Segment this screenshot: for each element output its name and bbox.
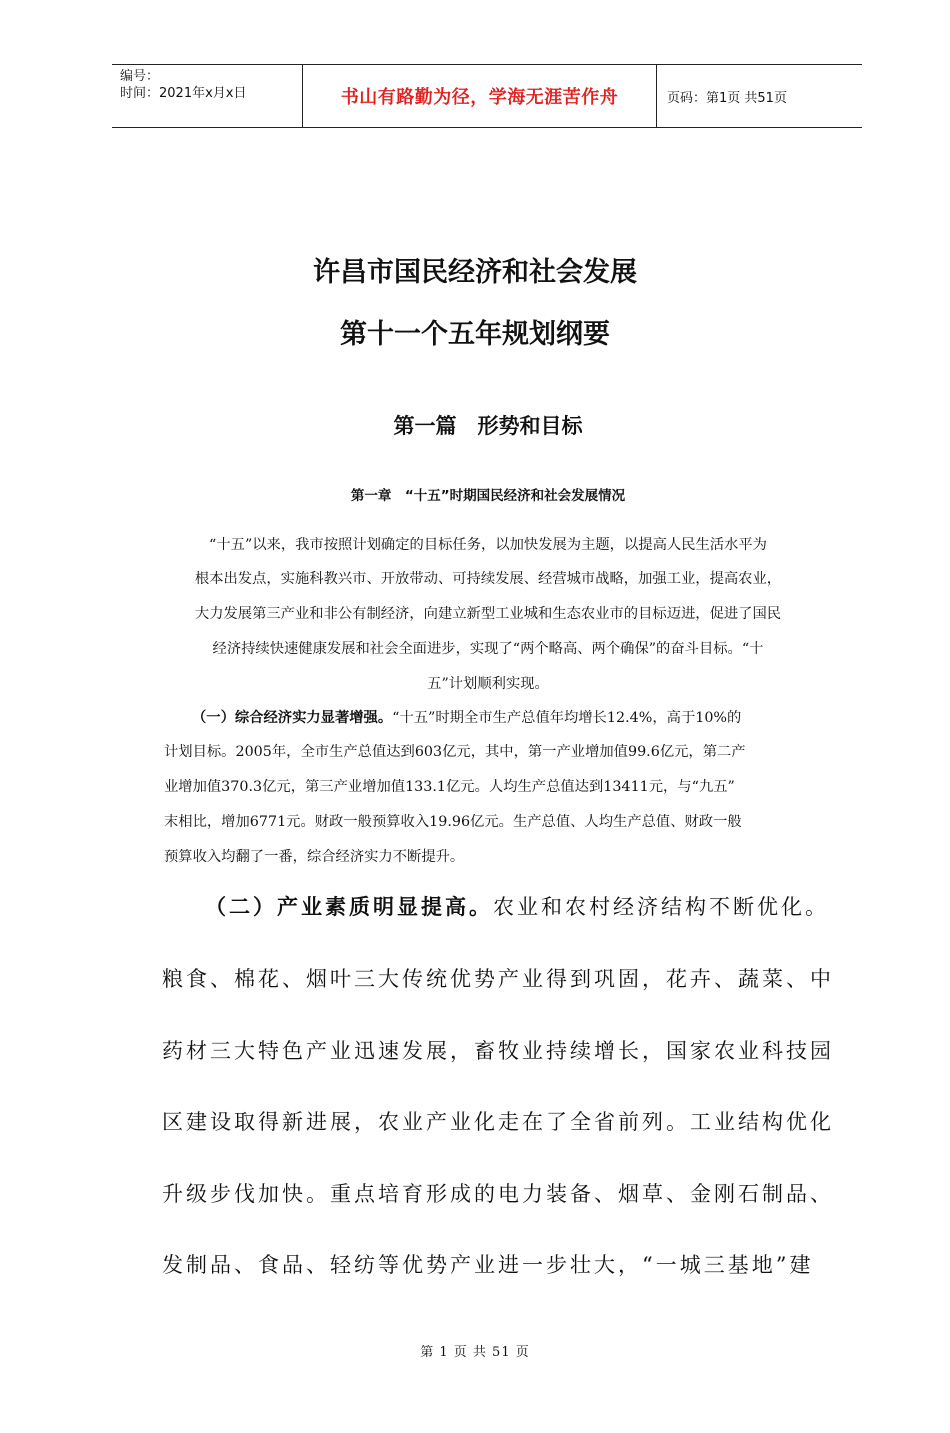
section-2-line: 发制品、食品、轻纺等优势产业进一步壮大，“一城三基地”建: [162, 1253, 814, 1277]
intro-line: 经济持续快速健康发展和社会全面进步，实现了“两个略高、两个确保”的奋斗目标。“十: [212, 641, 764, 657]
intro-line: 大力发展第三产业和非公有制经济，向建立新型工业城和生态农业市的目标迈进，促进了国民: [194, 606, 782, 622]
section-1-line: 计划目标。2005年，全市生产总值达到603亿元，其中，第一产业增加值99.6亿元，第二产: [164, 744, 746, 760]
chapter-heading: 第一章 “十五”时期国民经济和社会发展情况: [350, 488, 626, 504]
section-2-line: 粮食、棉花、烟叶三大传统优势产业得到巩固，花卉、蔬菜、中: [162, 967, 834, 991]
section-2-heading: （二）产业素质明显提高。: [205, 895, 493, 919]
section-2-text: 农业和农村经济结构不断优化。: [493, 895, 829, 919]
header-motto: 书山有路勤为径，学海无涯苦作舟: [303, 65, 657, 127]
section-2-first-line: [205, 891, 829, 921]
section-1-heading: （一）综合经济实力显著增强。: [192, 710, 393, 726]
part-heading: 第一篇 形势和目标: [393, 413, 583, 438]
section-2-line: 升级步伐加快。重点培育形成的电力装备、烟草、金刚石制品、: [162, 1182, 834, 1206]
section-2-line: 药材三大特色产业迅速发展，畜牧业持续增长，国家农业科技园: [162, 1039, 834, 1063]
header-meta-cell: [112, 65, 303, 127]
section-1-text: “十五”时期全市生产总值年均增长12.4%，高于10%的: [392, 710, 742, 726]
header-page-info: 页码：第1页 共51页: [667, 90, 787, 106]
intro-line: “十五”以来，我市按照计划确定的目标任务，以加快发展为主题，以提高人民生活水平为: [209, 537, 767, 553]
intro-line: 五”计划顺利实现。: [427, 676, 549, 692]
date-label: 时间：2021年x月x日: [120, 86, 247, 101]
page-footer: 第 1 页 共 51 页: [420, 1345, 530, 1360]
document-title-line2: 第十一个五年规划纲要: [340, 319, 610, 350]
section-1-line: 预算收入均翻了一番，综合经济实力不断提升。: [164, 849, 465, 865]
section-2-line: 区建设取得新进展，农业产业化走在了全省前列。工业结构优化: [162, 1110, 834, 1134]
page-header: [112, 64, 862, 128]
intro-line: 根本出发点，实施科教兴市、开放带动、可持续发展、经营城市战略，加强工业，提高农业，: [194, 571, 782, 587]
section-1-line: 末相比，增加6771元。财政一般预算收入19.96亿元。生产总值、人均生产总值、财政一般: [164, 814, 742, 830]
section-1-first-line: [192, 704, 741, 732]
number-label: 编号：: [120, 69, 160, 84]
section-1-line: 业增加值370.3亿元，第三产业增加值133.1亿元。人均生产总值达到13411元，与“九五”: [164, 779, 735, 795]
document-title-line1: 许昌市国民经济和社会发展: [313, 257, 637, 288]
